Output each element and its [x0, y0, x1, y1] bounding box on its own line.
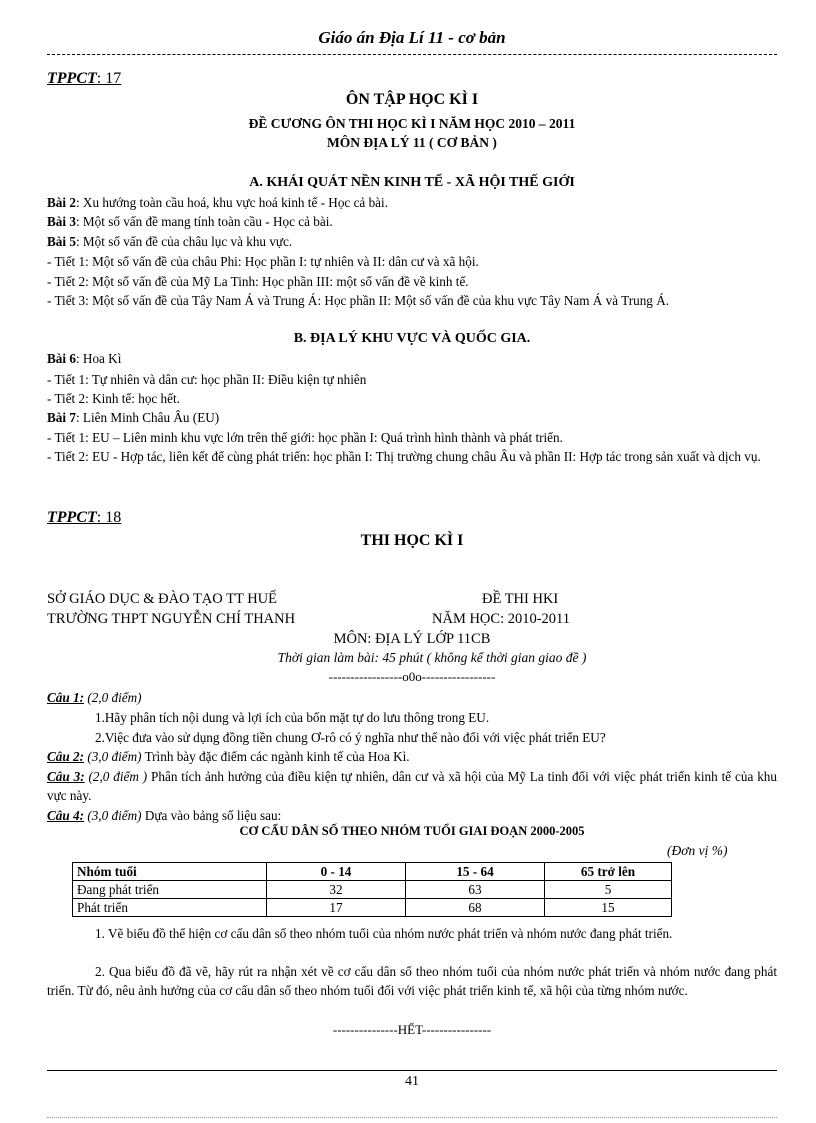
table-cell: 32 [267, 881, 406, 899]
org-school: TRƯỜNG THPT NGUYỄN CHÍ THANH [47, 611, 296, 627]
bai-5-tiet-3: - Tiết 3: Một số vấn đề của Tây Nam Á và Trung Á: Học phần II: Một số vấn đề của khu vực Tây Nam Á và Trung Á. [47, 293, 670, 308]
bai-5-tiet-2: - Tiết 2: Một số vấn đề của Mỹ La Tinh: Học phần III: một số vấn đề về kinh tế. [47, 274, 469, 289]
section-b-heading: B. ĐỊA LÝ KHU VỰC VÀ QUỐC GIA. [293, 331, 531, 346]
bai-7-tiet-1: - Tiết 1: EU – Liên minh khu vực lớn trên thế giới: học phần I: Quá trình hình thành và phát triển. [47, 430, 563, 445]
section-title: ÔN TẬP HỌC KÌ I [345, 91, 479, 108]
running-header: Giáo án Địa Lí 11 - cơ bản [318, 28, 506, 47]
org-department: SỞ GIÁO DỤC & ĐÀO TẠO TT HUẾ [47, 591, 277, 607]
bai-7-line: Bài 7: Liên Minh Châu Âu (EU) [47, 410, 220, 425]
school-year: NĂM HỌC: 2010-2011 [432, 611, 571, 627]
table-row [73, 881, 672, 899]
table-cell: 17 [267, 899, 406, 917]
table-cell: 15 [545, 899, 672, 917]
bai-6-line: Bài 6: Hoa Kì [47, 351, 122, 366]
bottom-dotted-divider [47, 1117, 777, 1118]
page-number: 41 [405, 1074, 419, 1089]
bai-5-line: Bài 5: Một số vấn đề của châu lục và khu vực. [47, 234, 293, 249]
cau-3-text: Câu 3: (2,0 điểm ) Phân tích ảnh hưởng của điều kiện tự nhiên, dân cư và xã hội của Mỹ La tinh đối với việc phát triển kinh tế của khu vực này. [47, 769, 777, 803]
bai-3-line: Bài 3: Một số vấn đề mang tính toàn cầu - Học cả bài. [47, 214, 333, 229]
table-cell: 63 [406, 881, 545, 899]
end-marker: ---------------HẾT---------------- [332, 1022, 492, 1037]
cau-1-item-2: 2.Việc đưa vào sử dụng đồng tiền chung Ơ-rô có ý nghĩa như thế nào đối với việc phát triển EU? [95, 730, 606, 745]
bai-2-line: Bài 2: Xu hướng toàn cầu hoá, khu vực hoá kinh tế - Học cả bài. [47, 195, 388, 210]
table-cell: Đang phát triển [73, 881, 267, 899]
tppct-17-heading: TPPCT: 17 [47, 70, 122, 87]
section-subtitle-2: MÔN ĐỊA LÝ 11 ( CƠ BẢN ) [327, 135, 497, 150]
cau-1-heading: Câu 1: (2,0 điểm) [47, 690, 142, 705]
bai-6-tiet-1: - Tiết 1: Tự nhiên và dân cư: học phần II: Điều kiện tự nhiên [47, 372, 367, 387]
cau-4-line: Câu 4: (3,0 điểm) Dựa vào bảng số liệu sau: [47, 808, 282, 823]
bai-5-tiet-1: - Tiết 1: Một số vấn đề của châu Phi: Học phần I: tự nhiên và II: dân cư và xã hội. [47, 254, 479, 269]
cau-2-line: Câu 2: (3,0 điểm) Trình bày đặc điểm các ngành kinh tế của Hoa Kì. [47, 749, 410, 764]
tppct-18-heading: TPPCT: 18 [47, 509, 122, 526]
exam-time: Thời gian làm bài: 45 phút ( không kể thời gian giao đề ) [277, 650, 587, 665]
table-cell: Phát triển [73, 899, 267, 917]
table-unit: (Đơn vị %) [667, 843, 728, 858]
cau-4-question-1: 1. Vẽ biểu đồ thể hiện cơ cấu dân số theo nhóm tuổi của nhóm nước phát triển và nhóm nước đang phát triển. [95, 926, 673, 941]
exam-label: ĐỀ THI HKI [482, 591, 559, 607]
table-header-cell: Nhóm tuổi [73, 863, 267, 881]
table-header-cell: 0 - 14 [267, 863, 406, 881]
separator: -----------------o0o----------------- [328, 669, 496, 684]
bai-6-tiet-2: - Tiết 2: Kinh tế: học hết. [47, 391, 180, 406]
footer-divider [47, 1070, 777, 1071]
table-cell: 68 [406, 899, 545, 917]
table-title: CƠ CẤU DÂN SỐ THEO NHÓM TUỔI GIAI ĐOẠN 2000-2005 [239, 824, 585, 838]
section-subtitle-1: ĐỀ CƯƠNG ÔN THI HỌC KÌ I NĂM HỌC 2010 – 2011 [248, 116, 576, 131]
table-header-row [73, 863, 672, 881]
population-table [72, 862, 672, 917]
table-header-cell: 15 - 64 [406, 863, 545, 881]
table-cell: 5 [545, 881, 672, 899]
cau-4-question-2: 2. Qua biểu đồ đã vẽ, hãy rút ra nhận xét về cơ cấu dân số theo nhóm tuổi của nhóm nước phát triển và nhóm nước đang phát triển. Từ đó, nêu ảnh hưởng của cơ cấu dân số theo nhóm tuổi đối với việc phát triển kinh tế, xã hội của từng nhóm nước. [47, 964, 777, 998]
table-header-cell: 65 trở lên [545, 863, 672, 881]
document-page [47, 0, 777, 1123]
table-row [73, 899, 672, 917]
section-a-heading: A. KHÁI QUÁT NỀN KINH TẾ - XÃ HỘI THẾ GIỚI [249, 175, 575, 190]
exam-title: THI HỌC KÌ I [360, 532, 464, 549]
cau-1-item-1: 1.Hãy phân tích nội dung và lợi ích của bốn mặt tự do lưu thông trong EU. [95, 710, 490, 725]
bai-7-tiet-2: - Tiết 2: EU - Hợp tác, liên kết để cùng phát triển: học phần I: Thị trường chung châu Âu và phần II: Hợp tác trong sản xuất và dịch vụ. [47, 449, 761, 464]
exam-subject: MÔN: ĐỊA LÝ LỚP 11CB [333, 631, 491, 647]
header-divider [47, 54, 777, 55]
